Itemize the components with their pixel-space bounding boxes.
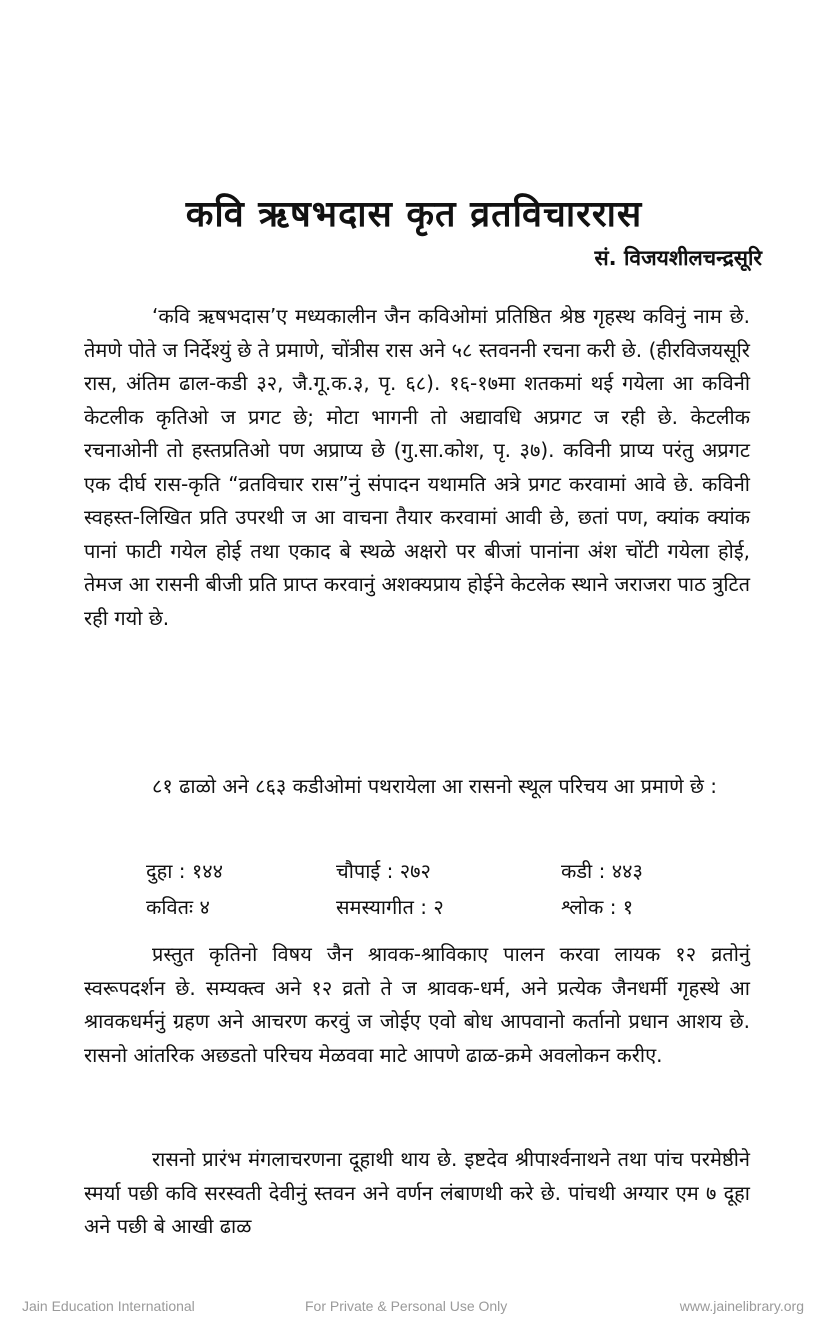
stats-row: [146, 852, 706, 888]
footer-publisher: Jain Education International: [22, 1298, 195, 1314]
stats-cell-chaupai: चौपाई : २७२: [336, 858, 431, 883]
stats-cell-kavit: कवितः ४: [146, 894, 210, 919]
footer-website-link[interactable]: www.jainelibrary.org: [679, 1298, 804, 1314]
page-footer: [0, 1298, 828, 1318]
stats-cell-samasyageet: समस्यागीत : २: [336, 894, 444, 919]
footer-usage-notice: For Private & Personal Use Only: [305, 1298, 508, 1314]
paragraph-subject: प्रस्तुत कृतिनो विषय जैन श्रावक-श्राविकाए पालन करवा लायक १२ व्रतोनुं स्वरूपदर्शन छे. सम्यक्त्व अने १२ व्रतो ते ज श्रावक-धर्म, अने प्रत्येक जैनधर्मी गृहस्थे आ श्रावकधर्मनुं ग्रहण अने आचरण करवुं ज जोईए एवो बोध आपवानो कर्तानो प्रधान आशय छे. रासनो आंतरिक अछडतो परिचय मेळववा माटे आपणे ढाळ-क्रमे अवलोकन करीए.: [84, 942, 750, 1067]
editor-credit: सं. विजयशीलचन्द्रसूरि: [594, 246, 762, 270]
paragraph-intro: ‘कवि ऋषभदास’ए मध्यकालीन जैन कविओमां प्रतिष्ठित श्रेष्ठ गृहस्थ कविनुं नाम छे. तेमणे पोते ज निर्देश्युं छे ते प्रमाणे, चोंत्रीस रास अने ५८ स्तवननी रचना करी छे. (हीरविजयसूरि रास, अंतिम ढाल-कडी ३२, जै.गू.क.३, पृ. ६८). १६-१७मा शतकमां थई गयेला आ कविनी केटलीक कृतिओ ज प्रगट छे; मोटा भागनी तो अद्यावधि अप्रगट ज रही छे. केटलीक रचनाओनी तो हस्तप्रतिओ पण अप्राप्य छे (गु.सा.कोश, पृ. ३७). कविनी प्राप्य परंतु अप्रगट एक दीर्घ रास-कृति “व्रतविचार रास”नुं संपादन यथामति अत्रे प्रगट करवामां आवे छे. कविनी स्वहस्त-लिखित प्रति उपरथी ज आ वाचना तैयार करवामां आवी छे, छतां पण, क्यांक क्यांक पानां फाटी गयेल होई तथा एकाद बे स्थळे अक्षरो पर बीजां पानांना अंश चोंटी गयेला होई, तेमज आ रासनी बीजी प्रति प्राप्त करवानुं अशक्यप्राय होईने केटलेक स्थाने जराजरा पाठ त्रुटित रही गयो छे.: [84, 304, 750, 630]
stats-table: [146, 852, 706, 924]
stats-cell-duha: दुहा : १४४: [146, 858, 224, 883]
stats-cell-shlok: श्लोक : १: [561, 894, 634, 919]
stats-cell-kadi: कडी : ४४३: [561, 858, 643, 883]
stats-row: [146, 888, 706, 924]
page-title: कवि ऋषभदास कृत व्रतविचाररास: [185, 194, 643, 235]
paragraph-beginning: रासनो प्रारंभ मंगलाचरणना दूहाथी थाय छे. इष्टदेव श्रीपार्श्वनाथने तथा पांच परमेष्ठीने स्मर्या पछी कवि सरस्वती देवीनुं स्तवन अने वर्णन लंबाणथी करे छे. पांचथी अग्यार एम ७ दूहा अने पछी बे आखी ढाळ: [84, 1147, 750, 1238]
paragraph-overview: ८१ ढाळो अने ८६३ कडीओमां पथरायेला आ रासनो स्थूल परिचय आ प्रमाणे छे :: [152, 774, 718, 798]
